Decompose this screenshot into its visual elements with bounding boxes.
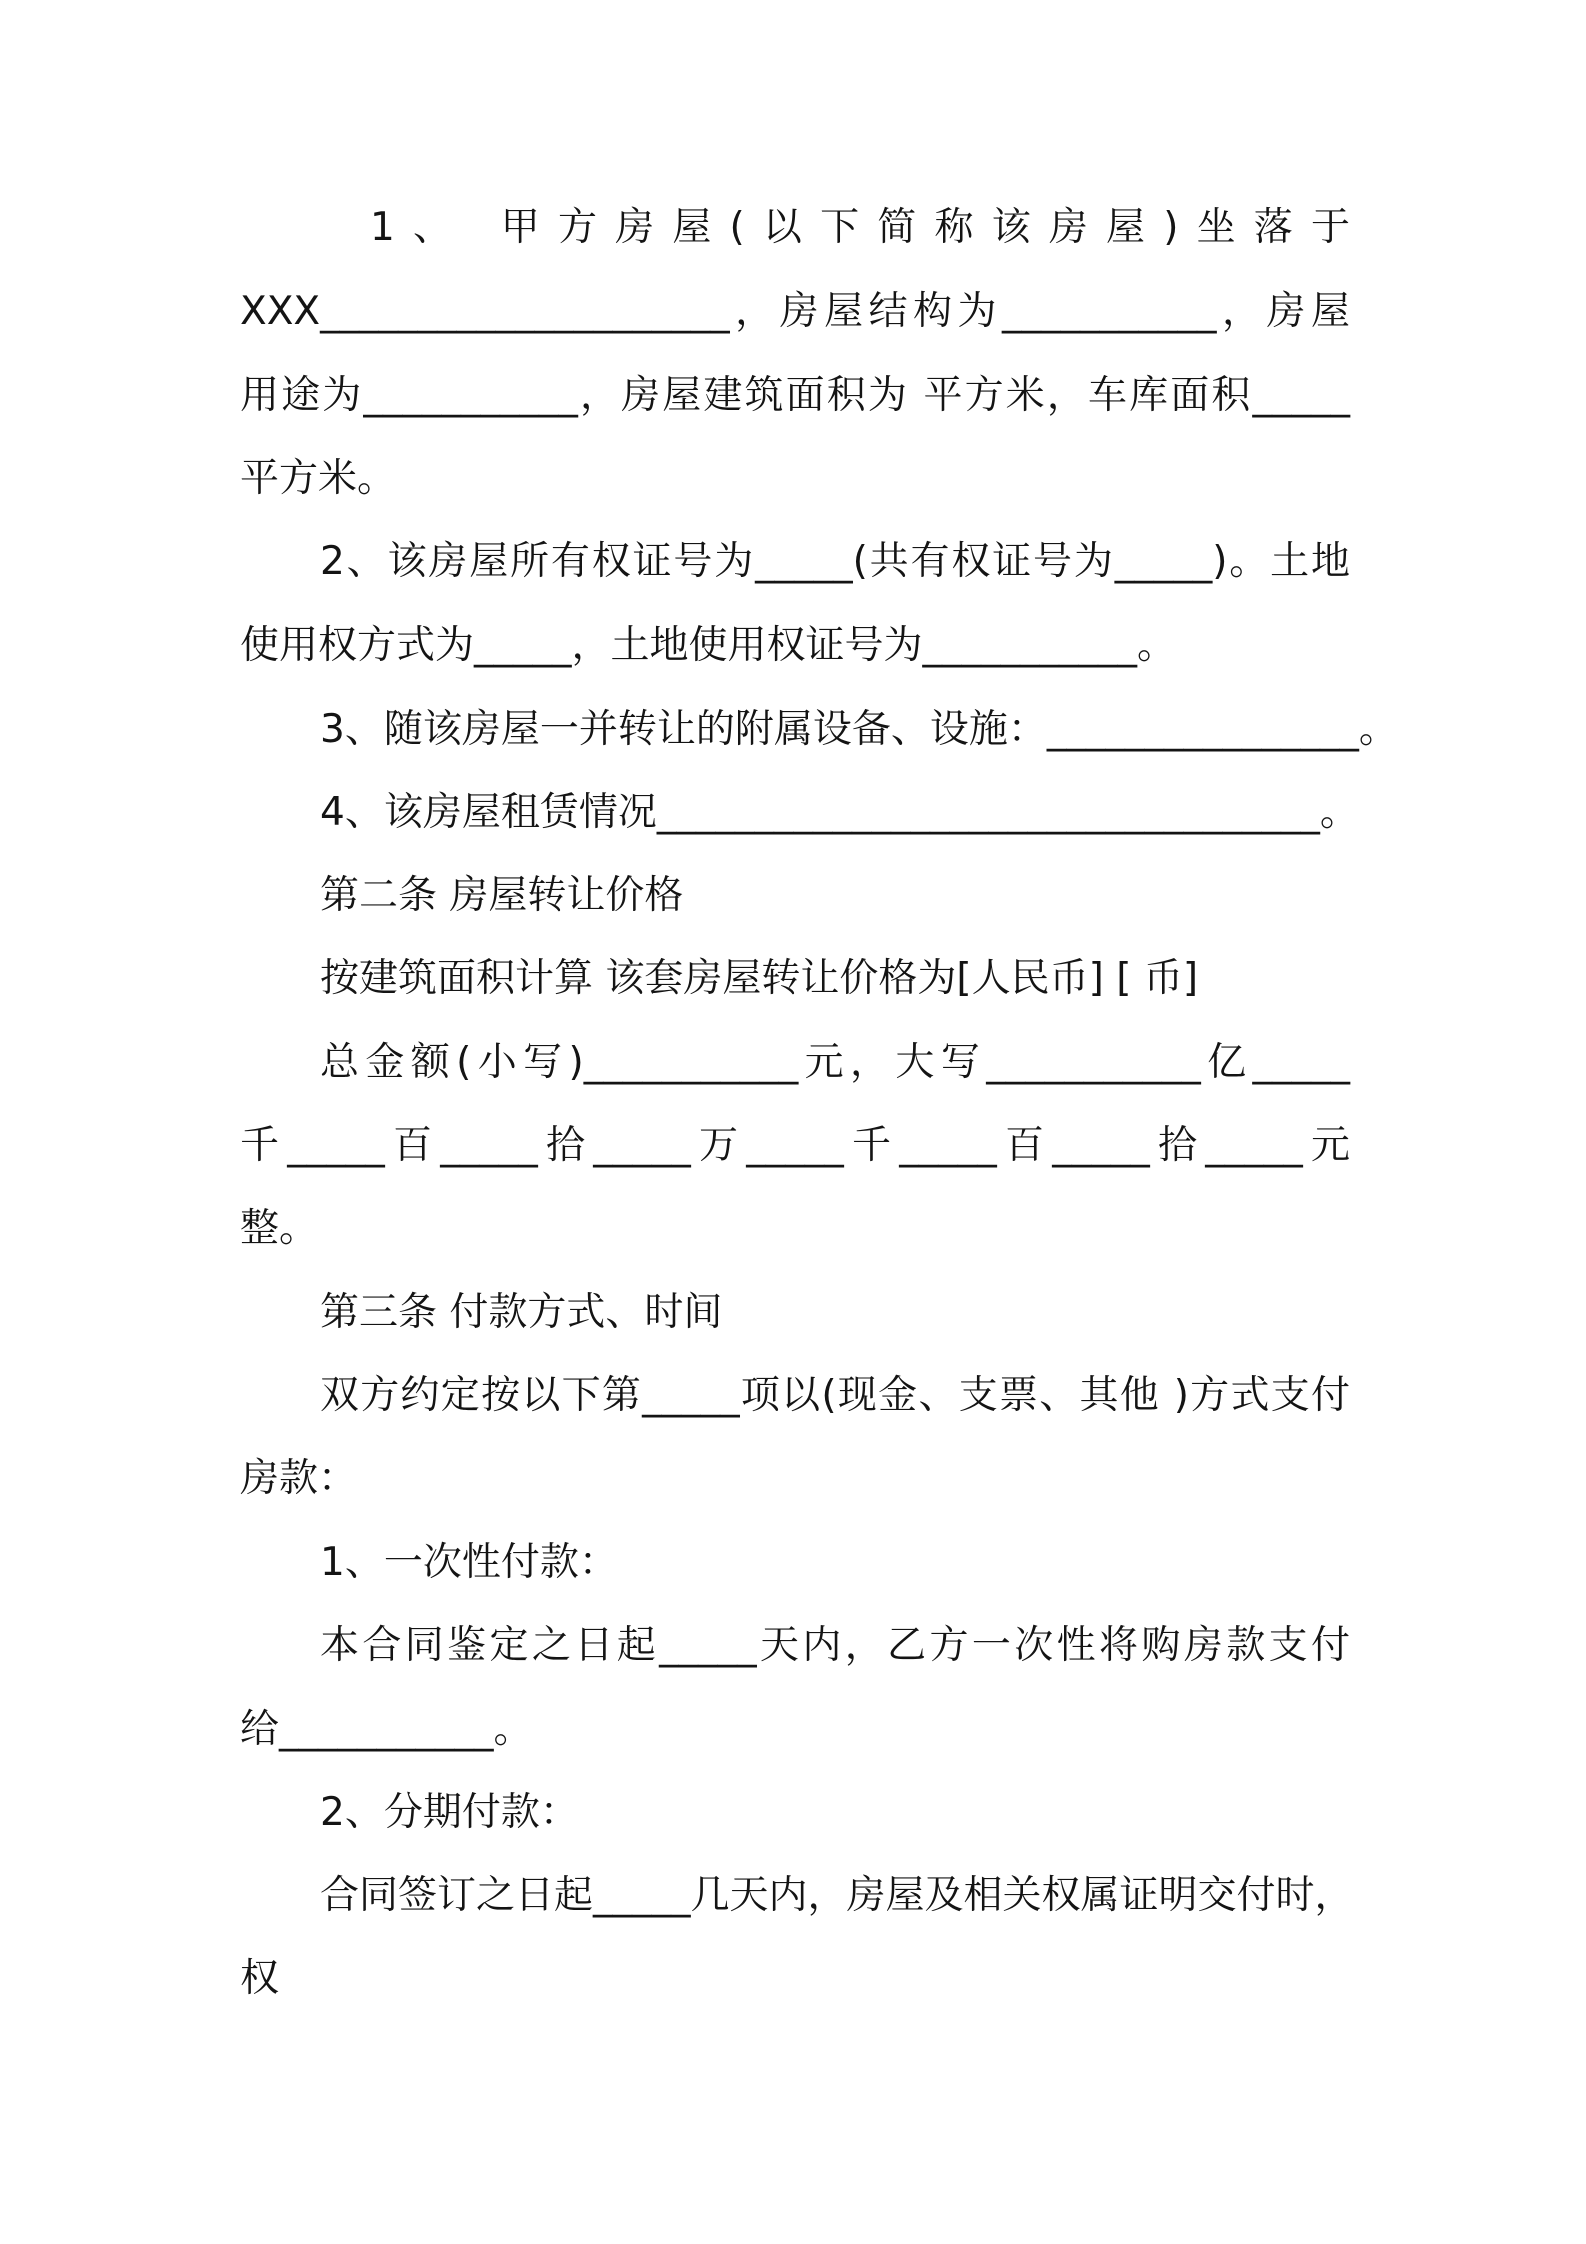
installment-heading: 2、分期付款： (320, 1790, 579, 1835)
total-amount-line-1: 总金额(小写)___________元，大写___________亿_____ (320, 1040, 1350, 1085)
installment-line-2: 权 (240, 1956, 280, 2001)
lump-sum-line-2: 给___________。 (240, 1707, 533, 1752)
clause-4-line: 4、该房屋租赁情况__________________________________。 (320, 790, 1359, 835)
payment-method-line-2: 房款： (240, 1456, 358, 1501)
installment-line-1: 合同签订之日起_____几天内，房屋及相关权属证明交付时， (320, 1873, 1354, 1918)
total-amount-line-2: 千_____百_____拾_____万_____千_____百_____拾_____元 (240, 1123, 1351, 1168)
total-amount-line-3: 整。 (240, 1206, 319, 1251)
clause-1-line-4: 平方米。 (240, 456, 397, 501)
clause-1-line-1: 1、 甲方房屋(以下简称该房屋)坐落于 (370, 205, 1350, 250)
clause-2-line-2: 使用权方式为_____，土地使用权证号为___________。 (240, 623, 1177, 668)
lump-sum-line-1: 本合同鉴定之日起_____天内，乙方一次性将购房款支付 (320, 1623, 1350, 1668)
section-heading-price: 第二条 房屋转让价格 (320, 873, 684, 918)
payment-method-line-1: 双方约定按以下第_____项以(现金、支票、其他 )方式支付 (320, 1373, 1350, 1418)
clause-1-line-3: 用途为___________，房屋建筑面积为 平方米，车库面积_____ (240, 373, 1350, 418)
clause-2-line-1: 2、该房屋所有权证号为_____(共有权证号为_____)。土地 (320, 539, 1350, 584)
lump-sum-heading: 1、一次性付款： (320, 1540, 618, 1585)
clause-3-line: 3、随该房屋一并转让的附属设备、设施：________________。 (320, 707, 1398, 752)
section-heading-payment: 第三条 付款方式、时间 (320, 1290, 723, 1335)
clause-1-line-2: XXX_____________________，房屋结构为___________，房屋 (240, 289, 1350, 334)
price-basis-line: 按建筑面积计算 该套房屋转让价格为[人民币] [ 币] (320, 956, 1199, 1001)
